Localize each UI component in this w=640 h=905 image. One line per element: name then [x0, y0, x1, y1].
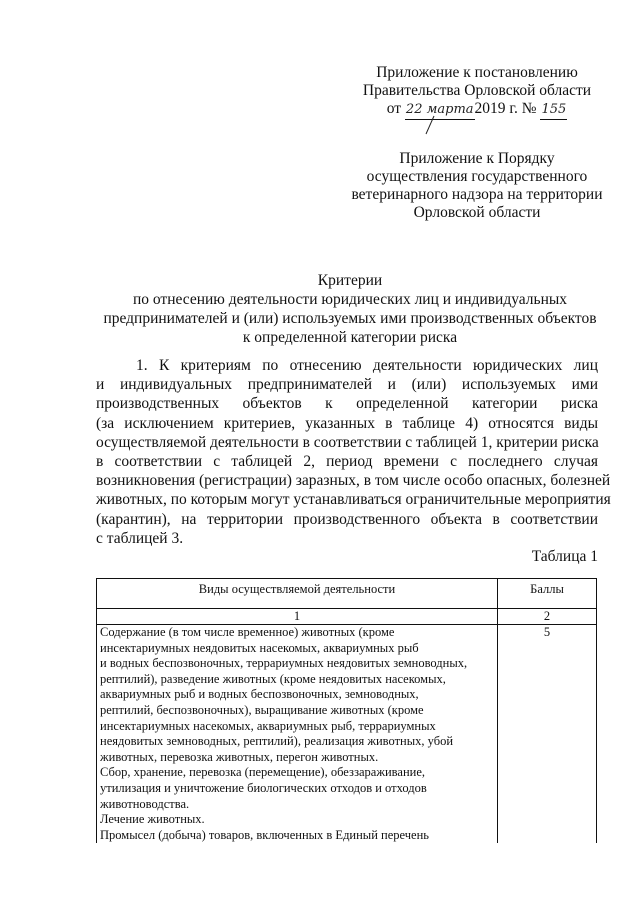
paragraph-line: осуществляемой деятельности в соответствии с таблицей 1, критерии риска — [96, 433, 599, 451]
activity-line: рептилий), разведение животных (кроме неядовитых насекомых, — [100, 671, 446, 686]
paragraph-line: в соответствии с таблицей 2, период времени с последнего случая — [96, 453, 598, 471]
activity-line: животноводства. — [100, 796, 190, 811]
paragraph-line: и индивидуальных предпринимателей и (или) используемых ими — [96, 376, 598, 394]
score-cell: 5 — [498, 625, 597, 844]
activity-line: инсектариумных насекомых, аквариумных рыб, террариумных — [100, 718, 436, 733]
paragraph-line: с таблицей 3. — [96, 529, 184, 547]
paragraph-line: животных, по которым могут устанавливаться ограничительные мероприятия — [96, 491, 611, 509]
criteria-paragraph — [96, 356, 611, 548]
paragraph-line: 1. К критериям по отнесению деятельности юридических лиц — [136, 357, 598, 374]
sign-year: 2019 г. № — [474, 100, 537, 117]
activity-line: и водных беспозвоночных, террариумных неядовитых земноводных, — [100, 656, 468, 671]
activity-line: Промысел (добыча) товаров, включенных в Единый перечень — [100, 827, 429, 842]
activity-line: животных, перевозка животных, перегон животных. — [100, 749, 379, 764]
title-line: Критерии — [317, 272, 383, 289]
order-line: Орловской области — [413, 204, 541, 221]
activity-line: Сбор, хранение, перевозка (перемещение), обеззараживание, — [100, 765, 426, 780]
title-line: к определенной категории риска — [242, 329, 458, 346]
appendix-header — [360, 64, 594, 120]
activity-line: рептилий, беспозвоночных), выращивание животных (кроме — [100, 702, 424, 717]
column-number: 1 — [97, 609, 498, 625]
appendix-line: Правительства Орловской области — [362, 82, 592, 99]
signature-line — [360, 100, 594, 120]
activity-line: Содержание (в том числе временное) животных (кроме — [100, 625, 395, 639]
appendix-line: Приложение к постановлению — [376, 64, 578, 81]
paragraph-line: (карантин), на территории производственного объекта в соответствии — [96, 510, 598, 528]
activity-line: Лечение животных. — [100, 812, 205, 827]
order-line: осуществления государственного — [366, 168, 588, 185]
table-label: Таблица 1 — [531, 548, 598, 565]
table-row — [97, 625, 597, 844]
order-appendix — [330, 150, 624, 222]
order-line: Приложение к Порядку — [399, 150, 555, 167]
activity-line: неядовитых земноводных, рептилий), реализация животных, убой — [100, 734, 454, 749]
column-number: 2 — [498, 609, 597, 625]
activity-cell — [97, 625, 498, 844]
header-activity: Виды осуществляемой деятельности — [97, 579, 498, 609]
table-number-row — [97, 609, 597, 625]
handwritten-date: 22 марта — [405, 101, 475, 120]
paragraph-line: производственных объектов к определенной категории риска — [96, 395, 598, 413]
handwritten-number: 155 — [540, 101, 567, 120]
paragraph-line: (за исключением критериев, указанных в таблице 4) относятся виды — [96, 414, 598, 432]
activity-line: аквариумных рыб и водных беспозвоночных, земноводных, — [100, 687, 419, 702]
activity-line: утилизация и уничтожение биологических отходов и отходов — [100, 780, 427, 795]
table-header-row — [97, 579, 597, 609]
activity-table — [96, 578, 597, 843]
sign-prefix: от — [386, 100, 402, 117]
title-line: по отнесению деятельности юридических лиц и индивидуальных — [132, 291, 568, 308]
header-score: Баллы — [498, 579, 597, 609]
title-line: предпринимателей и (или) используемых ими производственных объектов — [103, 310, 597, 327]
paragraph-line: возникновения (регистрации) заразных, в том числе особо опасных, болезней — [96, 472, 611, 490]
document-title — [60, 271, 640, 347]
order-line: ветеринарного надзора на территории — [351, 186, 603, 203]
activity-line: инсектариумных неядовитых насекомых, аквариумных рыб — [100, 640, 419, 655]
pen-stroke-mark — [420, 114, 440, 138]
